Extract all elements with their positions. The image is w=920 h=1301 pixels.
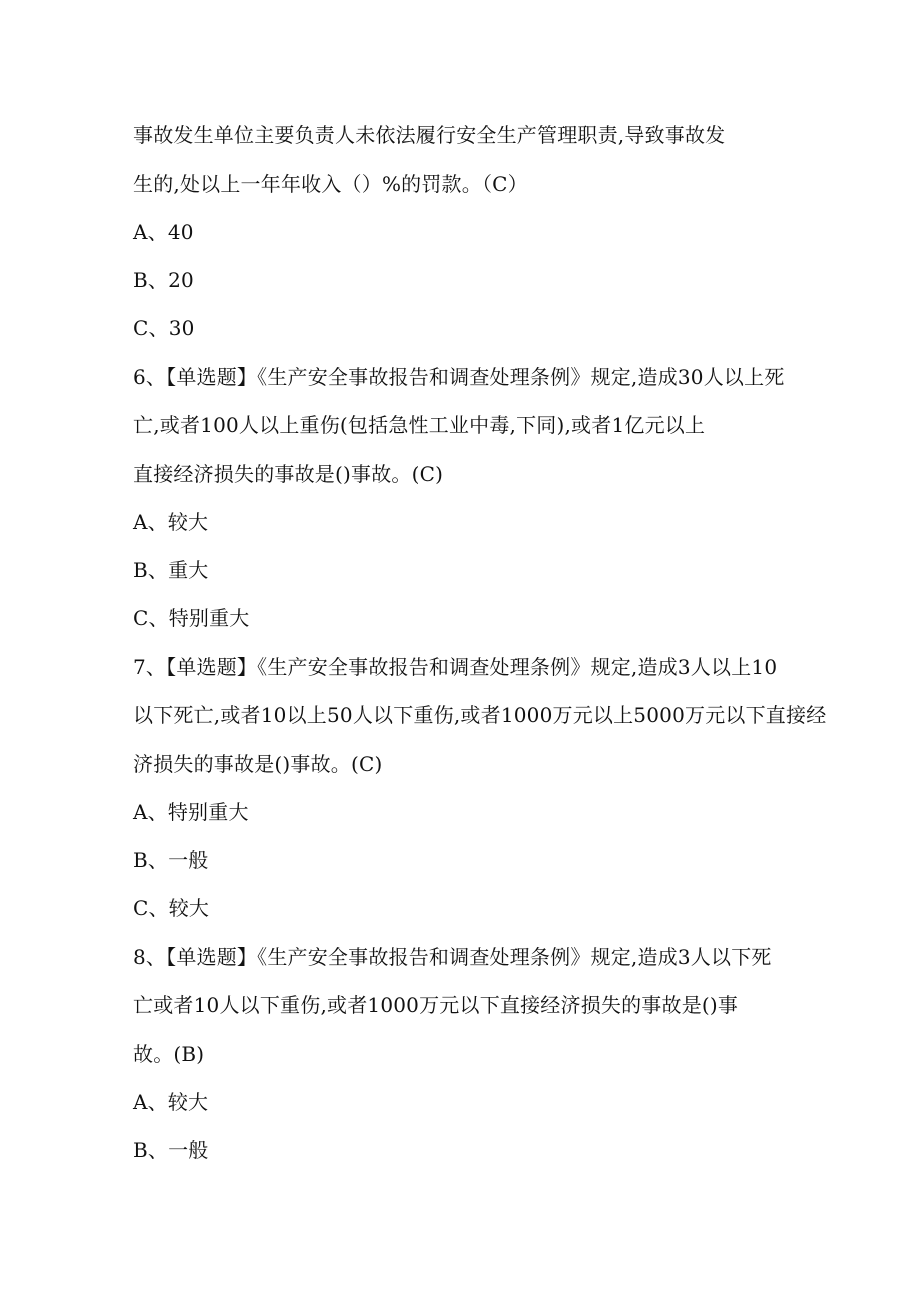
question-7-option-c: C、较大 — [133, 896, 210, 920]
question-5-option-b: B、20 — [133, 268, 194, 292]
question-5-text-line-1: 事故发生单位主要负责人未依法履行安全生产管理职责,导致事故发 — [133, 123, 726, 147]
question-7-option-a: A、特别重大 — [133, 800, 249, 824]
question-7-text-line-3: 济损失的事故是()事故。(C) — [133, 752, 383, 776]
question-8-option-b: B、一般 — [133, 1138, 209, 1162]
question-6-option-c: C、特别重大 — [133, 606, 250, 630]
question-8-option-a: A、较大 — [133, 1090, 209, 1114]
question-8-text-line-3: 故。(B) — [133, 1042, 205, 1066]
question-6-text-line-1: 6、【单选题】《生产安全事故报告和调查处理条例》规定,造成30人以上死 — [133, 365, 785, 389]
question-8-text-line-2: 亡或者10人以下重伤,或者1000万元以下直接经济损失的事故是()事 — [133, 993, 739, 1017]
question-5-text-line-2: 生的,处以上一年年收入（）%的罚款。（C） — [133, 172, 528, 196]
question-6-text-line-2: 亡,或者100人以上重伤(包括急性工业中毒,下同),或者1亿元以上 — [133, 413, 706, 437]
question-7-text-line-2: 以下死亡,或者10以上50人以下重伤,或者1000万元以上5000万元以下直接经 — [133, 703, 827, 727]
question-5-option-c: C、30 — [133, 316, 195, 340]
question-8-text-line-1: 8、【单选题】《生产安全事故报告和调查处理条例》规定,造成3人以下死 — [133, 945, 772, 969]
question-6-option-b: B、重大 — [133, 558, 209, 582]
question-7-text-line-1: 7、【单选题】《生产安全事故报告和调查处理条例》规定,造成3人以上10 — [133, 655, 778, 679]
question-7-option-b: B、一般 — [133, 848, 209, 872]
question-6-text-line-3: 直接经济损失的事故是()事故。(C) — [133, 462, 444, 486]
question-6-option-a: A、较大 — [133, 510, 209, 534]
question-5-option-a: A、40 — [133, 220, 194, 244]
